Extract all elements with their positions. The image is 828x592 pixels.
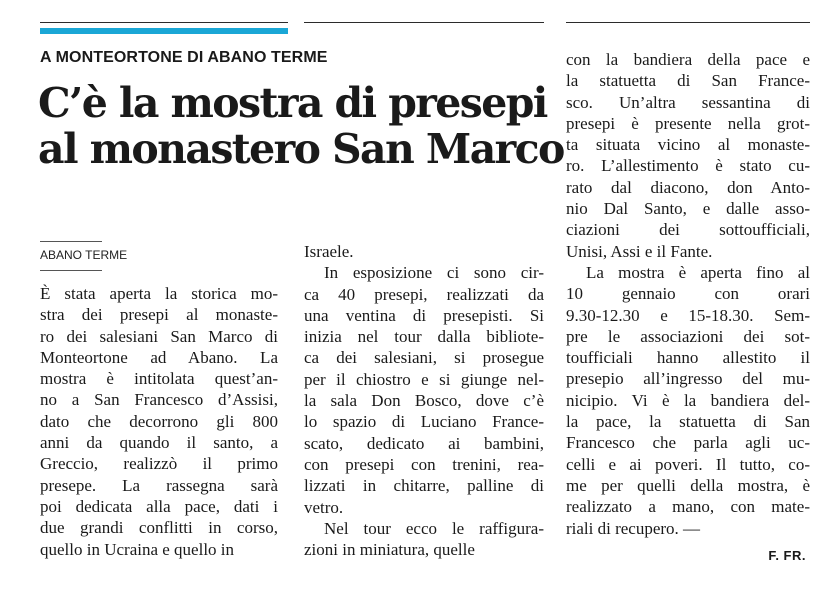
article-text-line: lizzati in chitarre, palline di (304, 476, 544, 496)
section-accent-bar (40, 28, 288, 34)
article-text-line: due grandi conflitti in corso, (40, 518, 278, 538)
article-text-line: 10 gennaio con orari (566, 284, 810, 304)
article-text-line: Nel tour ecco le raffigura- (324, 518, 544, 538)
article-text-line: ca 40 presepi, realizzati da (304, 284, 544, 304)
article-text-line: celli e ai poveri. Il tutto, co- (566, 454, 810, 474)
article-text-line: ciazioni dei sottoufficiali, (566, 220, 810, 240)
article-headline (38, 79, 564, 173)
article-text-line: Israele. (304, 242, 354, 261)
article-text-line: me per quelli della mostra, è (566, 475, 810, 495)
article-text-line: rato dal diacono, don Anto- (566, 177, 810, 197)
article-text-line: poi dedicata alla pace, dati i (40, 496, 278, 516)
article-text-line: quello in Ucraina e quello in (40, 539, 235, 559)
article-text-line: la pace, la statuetta di San (566, 412, 810, 432)
article-column-2 (304, 241, 544, 560)
author-signature: F. FR. (768, 548, 806, 563)
article-text-line: pre le associazioni dei sot- (566, 326, 810, 346)
article-text-line: ta situata vicino al monaste- (566, 135, 810, 155)
article-text-line: È stata aperta la storica mo- (40, 284, 278, 303)
article-text-line: lo spazio di Luciano France- (304, 412, 544, 432)
article-text-line: vetro. (304, 497, 344, 517)
article-kicker: A MONTEORTONE DI ABANO TERME (40, 49, 328, 66)
dateline-rule-top (40, 241, 102, 242)
article-text-line: 9.30-12.30 e 15-18.30. Sem- (566, 305, 810, 325)
article-text-line: la statuetta di San France- (566, 71, 810, 91)
article-text-line: stra dei presepi al monaste- (40, 305, 278, 325)
headline-line: al monastero San Marco (38, 125, 564, 173)
article-text-line: riali di recupero. — (566, 518, 701, 538)
article-text-line: anni da quando il santo, a (40, 433, 278, 453)
article-text-line: Unisi, Assi e il Fante. (566, 241, 713, 261)
article-text-line: presepio all’ingresso del mu- (566, 369, 810, 389)
article-text-line: In esposizione ci sono cir- (324, 263, 544, 283)
article-text-line: per il chiostro e si giunge nel- (304, 369, 544, 389)
article-text-line: presepe. La rassegna sarà (40, 475, 278, 495)
article-text-line: ro dei salesiani San Marco di (40, 326, 278, 346)
top-rule-right (566, 22, 810, 23)
article-text-line: scato, dedicato ai bambini, (304, 433, 544, 453)
article-text-line: con presepi con trenini, rea- (304, 454, 544, 474)
article-column-1 (40, 283, 278, 560)
article-text-line: una ventina di presepisti. Si (304, 305, 544, 325)
article-text-line: Monteortone ad Abano. La (40, 347, 278, 367)
article-text-line: presepi è presente nella grot- (566, 113, 810, 133)
article-text-line: ro. L’allestimento è stato cu- (566, 156, 810, 176)
article-text-line: realizzato a mano, con mate- (566, 497, 810, 517)
article-text-line: dato che decorrono gli 800 (40, 411, 278, 431)
article-text-line: toufficiali hanno allestito il (566, 348, 810, 368)
article-text-line: no a San Francesco d’Assisi, (40, 390, 278, 410)
article-text-line: con la bandiera della pace e (566, 50, 810, 69)
article-dateline: ABANO TERME (40, 248, 128, 262)
article-text-line: nio Dal Santo, e dalle asso- (566, 199, 810, 219)
article-text-line: la sala Don Bosco, dove c’è (304, 391, 544, 411)
article-text-line: nicipio. Vi è la bandiera del- (566, 390, 810, 410)
top-rule-left (40, 22, 288, 23)
article-text-line: mostra è intitolata quest’an- (40, 369, 278, 389)
article-text-line: ca dei salesiani, si prosegue (304, 348, 544, 368)
article-column-3 (566, 49, 810, 539)
article-text-line: La mostra è aperta fino al (586, 262, 810, 282)
article-text-line: Francesco che parla agli uc- (566, 433, 810, 453)
article-text-line: inizia nel tour dalla bibliote- (304, 327, 544, 347)
dateline-rule-bottom (40, 270, 102, 271)
article-text-line: Greccio, realizzò il primo (40, 454, 278, 474)
headline-line: C’è la mostra di presepi (38, 79, 547, 127)
top-rule-middle (304, 22, 544, 23)
article-text-line: zioni in miniatura, quelle (304, 540, 475, 560)
article-text-line: sco. Un’altra sessantina di (566, 92, 810, 112)
